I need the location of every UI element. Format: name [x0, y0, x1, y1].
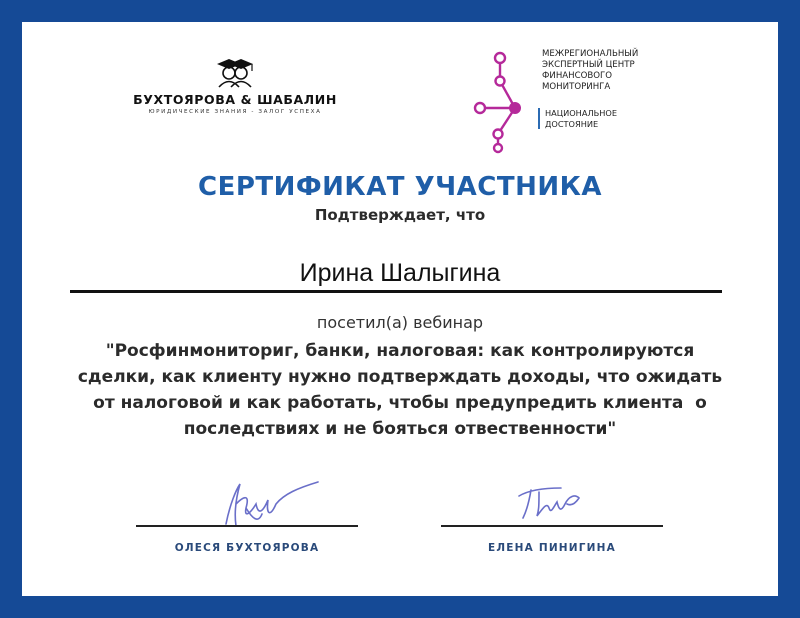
brand-name: БУХТОЯРОВА & ШАБАЛИН: [133, 92, 337, 107]
attended-text: посетил(а) вебинар: [316, 313, 484, 332]
signature-scribble-right: [505, 478, 595, 528]
org-subtitle: НАЦИОНАЛЬНОЕ ДОСТОЯНИЕ: [538, 108, 617, 129]
right-logo: [470, 44, 710, 154]
name-underline: [70, 290, 722, 293]
signature-line-left: [136, 525, 358, 527]
signature-scribble-left: [206, 474, 326, 532]
certificate-title: СЕРТИФИКАТ УЧАСТНИКА: [198, 172, 602, 202]
graduates-icon: [213, 56, 257, 88]
left-logo: [130, 56, 340, 115]
signature-line-right: [441, 525, 663, 527]
certificate-sheet: [22, 22, 778, 596]
confirm-text: Подтверждает, что: [314, 206, 486, 224]
brand-motto: ЮРИДИЧЕСКИЕ ЗНАНИЯ - ЗАЛОГ УСПЕХА: [148, 109, 322, 115]
org-name: МЕЖРЕГИОНАЛЬНЫЙ ЭКСПЕРТНЫЙ ЦЕНТР ФИНАНСОВОГО МОНИТОРИНГА: [542, 49, 639, 92]
signer-name-right: ЕЛЕНА ПИНИГИНА: [488, 542, 616, 554]
recipient-name: Ирина Шалыгина: [299, 259, 501, 287]
webinar-title: "Росфинмониториг, банки, налоговая: как контролируются сделки, как клиенту нужно подтверждать доходы, что ожидать от налоговой и как работать, чтобы предупредить клиента о последствиях и не бояться отвественности": [77, 341, 729, 439]
network-nodes-icon: [470, 44, 536, 154]
signer-name-left: ОЛЕСЯ БУХТОЯРОВА: [174, 542, 320, 554]
